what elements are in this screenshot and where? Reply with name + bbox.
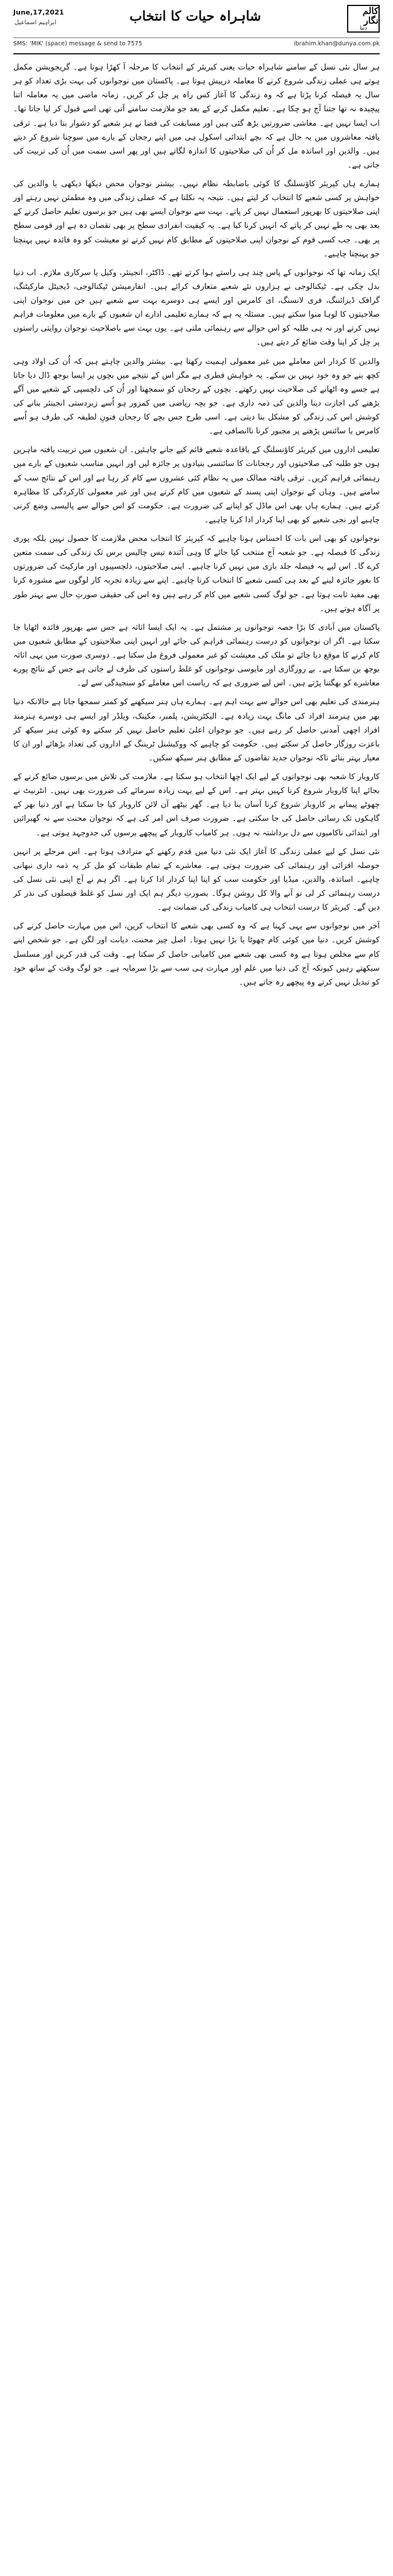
- column-title: شاہراہ حیات کا انتخاب: [129, 8, 261, 24]
- paragraph: آخر میں نوجوانوں سے یہی کہنا ہے کہ وہ کسی بھی شعبے کا انتخاب کریں، اس میں مہارت حاصل کرنے کی کوشش کریں۔ دنیا میں کوئی کام چھوٹا یا بڑا نہیں ہوتا۔ اصل چیز محنت، دیانت اور لگن ہے۔ جو شخص اپنے کام سے مخلص ہوتا ہے وہ کسی بھی شعبے میں کامیابی حاصل کر سکتا ہے۔ وقت کی قدر کریں اور مسلسل سیکھتے رہیں کیونکہ آج کی دنیا میں علم اور مہارت ہی سب سے بڑا سرمایہ ہے۔ جو لوگ وقت کے ساتھ خود کو تبدیل نہیں کرتے وہ پیچھے رہ جاتے ہیں۔: [13, 922, 380, 987]
- paragraph: نوجوانوں کو بھی اس بات کا احساس ہونا چاہیے کہ کیریئر کا انتخاب محض ملازمت کا حصول نہیں بلکہ پوری زندگی کا فیصلہ ہے۔ جو شعبہ آج منتخب کیا جائے گا وہی آئندہ تیس چالیس برس تک زندگی کی سمت متعین کرے گا۔ اس لیے یہ فیصلہ جلد بازی میں نہیں کرنا چاہیے۔ اپنی صلاحیتوں، دلچسپیوں اور مارکیٹ کی ضرورتوں کا بغور جائزہ لینے کے بعد ہی کسی شعبے کا انتخاب کرنا چاہیے۔ اپنے سے زیادہ تجربہ کار لوگوں سے مشورہ کرنا بھی مفید ثابت ہوتا ہے۔ جو لوگ کسی شعبے میں کام کر رہے ہیں وہ اس کی حقیقی صورتِ حال سے بہتر طور پر آگاہ ہوتے ہیں۔: [13, 534, 380, 613]
- paragraph: ہر سال نئی نسل کے سامنے شاہراہ حیات یعنی کیریئر کے انتخاب کا مرحلہ آ کھڑا ہوتا ہے۔ گریجویشن مکمل ہوتے ہی عملی زندگی شروع کرنے کا معاملہ درپیش ہوتا ہے۔ پاکستان میں نوجوانوں کی بہت بڑی تعداد کو ہر سال یہ فیصلہ کرنا پڑتا ہے کہ وہ زندگی کا آغاز کس راہ پر چل کر کریں۔ زمانہ ماضی میں یہ معاملہ اتنا پیچیدہ نہ تھا جتنا آج ہو چکا ہے۔ تعلیم مکمل کرنے کے بعد جو ملازمت سامنے آتی تھی اسے قبول کر لیا جاتا تھا۔ اب ایسا نہیں ہے۔ معاشی ضرورتیں بڑھ گئی ہیں اور مسابقت کی فضا نے ہر شعبے کو دشوار بنا دیا ہے۔ ترقی یافتہ معاشروں میں یہ حال ہے کہ بچے ابتدائی اسکول ہی میں اپنے رجحان کے بارے میں سوچنا شروع کر دیتے ہیں۔ والدین اور اساتذہ مل کر اُن کی صلاحیتوں کا اندازہ لگاتے ہیں اور پھر اسی سمت میں اُن کی تربیت کی جاتی ہے۔: [13, 63, 380, 170]
- logo-sub-text: دنیا: [360, 25, 367, 31]
- paragraph: ہمارے ہاں کیریئر کاؤنسلنگ کا کوئی باضابطہ نظام نہیں۔ بیشتر نوجوان محض دیکھا دیکھی یا والدین کی خواہش پر کسی شعبے کا انتخاب کر لیتے ہیں۔ نتیجہ یہ نکلتا ہے کہ عملی زندگی میں وہ مطمئن نہیں رہتے اور اپنی صلاحیتوں کا بھرپور استعمال نہیں کر پاتے۔ بہت سے نوجوان ایسے بھی ہیں جو برسوں تعلیم حاصل کرنے کے بعد بھی یہ طے نہیں کر پاتے کہ انہیں کرنا کیا ہے۔ یہ کیفیت انفرادی سطح پر بھی نقصان دہ ہے اور قومی سطح پر بھی۔ جب کسی قوم کے نوجوان اپنی صلاحیتوں کے مطابق کام نہیں کرتے تو معیشت کو وہ فائدہ نہیں پہنچتا جو پہنچنا چاہیے۔: [13, 180, 380, 259]
- article-body: [13, 60, 380, 989]
- publish-date: June,17,2021: [13, 8, 64, 16]
- paragraph: نئی نسل کے لیے عملی زندگی کا آغاز ایک نئی دنیا میں قدم رکھنے کے مترادف ہوتا ہے۔ اس مرحلے پر انہیں حوصلہ افزائی اور رہنمائی کی ضرورت ہوتی ہے۔ معاشرے کے تمام طبقات کو مل کر یہ ذمہ داری نبھانی چاہیے۔ اساتذہ، والدین، میڈیا اور حکومت سب کو اپنا اپنا کردار ادا کرنا ہے۔ اگر ہم نے آج اپنی نئی نسل کی درست رہنمائی کر لی تو آنے والا کل روشن ہوگا۔ بصورتِ دیگر ہم ایک اور نسل کو غلط فیصلوں کی نذر کر دیں گے۔ کیریئر کا درست انتخاب ہی کامیاب زندگی کی ضمانت ہے۔: [13, 847, 380, 913]
- paragraph: ایک زمانہ تھا کہ نوجوانوں کے پاس چند ہی راستے ہوا کرتے تھے۔ ڈاکٹر، انجینئر، وکیل یا سرکاری ملازم۔ اب دنیا بدل چکی ہے۔ ٹیکنالوجی نے ہزاروں نئے شعبے متعارف کرائے ہیں۔ انفارمیشن ٹیکنالوجی، ڈیجیٹل مارکیٹنگ، گرافک ڈیزائننگ، فری لانسنگ، ای کامرس اور ایسے ہی دوسرے بہت سے شعبے ہیں جن میں نوجوان اپنی صلاحیتوں کا لوہا منوا سکتے ہیں۔ مسئلہ یہ ہے کہ ہمارے تعلیمی ادارے ان شعبوں کے بارے میں معلومات فراہم نہیں کرتے اور نہ ہی طلبہ کو اس حوالے سے رہنمائی ملتی ہے۔ یوں بہت سے باصلاحیت نوجوان روایتی راستوں پر چل کر اپنا وقت ضائع کر دیتے ہیں۔: [13, 268, 380, 348]
- sms-instructions: SMS: 'MIK' (space) message & send to 7575: [13, 40, 143, 47]
- column-header: [13, 4, 380, 54]
- paragraph: والدین کا کردار اس معاملے میں غیر معمولی اہمیت رکھتا ہے۔ بیشتر والدین چاہتے ہیں کہ اُن کی اولاد وہی کچھ بنے جو وہ خود نہیں بن سکے۔ یہ خواہش فطری ہے مگر اس کے نتیجے میں بچوں پر ایسا بوجھ ڈال دیا جاتا ہے جسے وہ اٹھانے کی صلاحیت نہیں رکھتے۔ بچوں کے رجحان کو سمجھنا اور اُن کی دلچسپی کے شعبے میں آگے بڑھنے کی اجازت دینا والدین کی ذمہ داری ہے۔ جو بچہ ریاضی میں کمزور ہو اُسے زبردستی انجینئر بنانے کی کوشش اس کی زندگی کو مشکل بنا دیتی ہے۔ اسی طرح جس بچے کا رجحان فنونِ لطیفہ کی طرف ہو اُسے کامرس یا سائنس پڑھنے پر مجبور کرنا ناانصافی ہے۔: [13, 357, 380, 436]
- logo-main-text: کالم نگار: [362, 5, 378, 26]
- author-email: ibrahim.khan@dunya.com.pk: [293, 40, 380, 47]
- paragraph: ہنرمندی کی تعلیم بھی اس حوالے سے بہت اہم ہے۔ ہمارے ہاں ہنر سیکھنے کو کمتر سمجھا جاتا ہے حالانکہ دنیا بھر میں ہنرمند افراد کی مانگ بہت زیادہ ہے۔ الیکٹریشن، پلمبر، مکینک، ویلڈر اور ایسے ہی دوسرے ہنرمند افراد اچھی آمدنی حاصل کر رہے ہیں۔ جو نوجوان اعلیٰ تعلیم حاصل نہیں کر سکتے وہ کوئی ہنر سیکھ کر باعزت روزگار حاصل کر سکتے ہیں۔ حکومت کو چاہیے کہ ووکیشنل ٹریننگ کے اداروں کی تعداد بڑھائے اور ان کا معیار بہتر بنائے تاکہ نوجوان جدید تقاضوں کے مطابق ہنر سیکھ سکیں۔: [13, 697, 380, 763]
- paragraph: کاروبار کا شعبہ بھی نوجوانوں کے لیے ایک اچھا انتخاب ہو سکتا ہے۔ ملازمت کی تلاش میں برسوں ضائع کرنے کے بجائے اپنا کاروبار شروع کرنا کہیں بہتر ہے۔ اس کے لیے بہت زیادہ سرمائے کی ضرورت بھی نہیں۔ انٹرنیٹ نے چھوٹے پیمانے پر کاروبار شروع کرنا آسان بنا دیا ہے۔ گھر بیٹھے آن لائن کاروبار کیا جا سکتا ہے اور دنیا بھر کے گاہکوں تک رسائی حاصل کی جا سکتی ہے۔ ضرورت صرف اس امر کی ہے کہ نوجوان محنت سے نہ گھبرائیں اور ابتدائی ناکامیوں سے دل برداشتہ نہ ہوں۔ ہر کامیاب کاروبار کے پیچھے برسوں کی جدوجہد ہوتی ہے۔: [13, 772, 380, 838]
- paragraph: پاکستان میں آبادی کا بڑا حصہ نوجوانوں پر مشتمل ہے۔ یہ ایک ایسا اثاثہ ہے جس سے بھرپور فائدہ اٹھایا جا سکتا ہے۔ اگر ان نوجوانوں کو درست رہنمائی فراہم کی جائے اور انہیں اپنی صلاحیتوں کے مطابق شعبوں میں کام کرنے کا موقع دیا جائے تو ملک کی معیشت کو غیر معمولی فروغ مل سکتا ہے۔ دوسری صورت میں یہی اثاثہ بوجھ بن سکتا ہے۔ بے روزگاری اور مایوسی نوجوانوں کو غلط راستوں کی طرف لے جاتی ہے جس کے نتائج پورے معاشرے کو بھگتنا پڑتے ہیں۔ اس لیے ضروری ہے کہ ریاست اس معاملے کو سنجیدگی سے لے۔: [13, 623, 380, 688]
- paragraph: تعلیمی اداروں میں کیریئر کاؤنسلنگ کے باقاعدہ شعبے قائم کیے جانے چاہئیں۔ ان شعبوں میں تربیت یافتہ ماہرین ہوں جو طلبہ کی صلاحیتوں اور رجحانات کا سائنسی بنیادوں پر جائزہ لیں اور انہیں مناسب شعبوں کے بارے میں رہنمائی فراہم کریں۔ ترقی یافتہ ممالک میں یہ نظام کئی عشروں سے کام کر رہا ہے اور اس کے نتائج سب کے سامنے ہیں۔ وہاں کے نوجوان اپنی پسند کے شعبوں میں کام کرتے ہیں اور غیر معمولی کارکردگی کا مظاہرہ کرتے ہیں۔ ہمارے ہاں بھی اس ماڈل کو اپنانے کی ضرورت ہے۔ حکومت کو اس حوالے سے پالیسی وضع کرنی چاہیے اور نجی شعبے کو بھی اپنا کردار ادا کرنا چاہیے۔: [13, 445, 380, 525]
- author-name: ابراہیم اسماعیل: [15, 19, 57, 26]
- contact-bar: [13, 37, 380, 49]
- newspaper-logo: [347, 5, 380, 33]
